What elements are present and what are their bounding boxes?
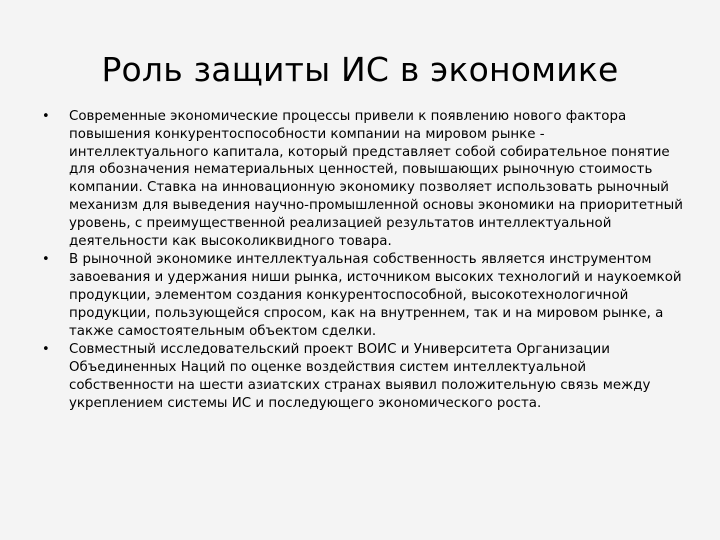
bullet-text: В рыночной экономике интеллектуальная собственность является инструментом завоевания и удержания ниши рынка, источником высоких технологий и наукоемкой продукции, элементом создания конкурентоспособной, высокотехнологичной продукции, пользующейся спросом, как на внутреннем, так и на мировом рынке, а также самостоятельным объектом сделки. [69, 252, 682, 339]
bullet-marker: • [42, 252, 50, 268]
slide-title: Роль защиты ИС в экономике [101, 50, 619, 89]
bullet-marker: • [42, 109, 50, 124]
bullet-item [42, 341, 687, 412]
bullet-item [42, 108, 687, 250]
bullet-item [42, 251, 687, 340]
bullet-text: Современные экономические процессы привели к появлению нового фактора повышения конкурентоспособности компании на мировом рынке - интеллектуального капитала, который представляет собой собирательное понятие для обозначения нематериальных ценностей, повышающих рыночную стоимость компании. Ставка на инновационную экономику позволяет использовать рыночный механизм для выведения научно-промышленной основы экономики на приоритетный уровень, с преимущественной реализацией результатов интеллектуальной деятельности как высоколиквидного товара. [69, 109, 683, 249]
bullet-list [42, 108, 687, 414]
bullet-marker: • [42, 342, 50, 358]
bullet-text: Совместный исследовательский проект ВОИС и Университета Организации Объединенных Наций по оценке воздействия систем интеллектуальной собственности на шести азиатских странах выявил положительную связь между укреплением системы ИС и последующего экономического роста. [69, 342, 651, 411]
